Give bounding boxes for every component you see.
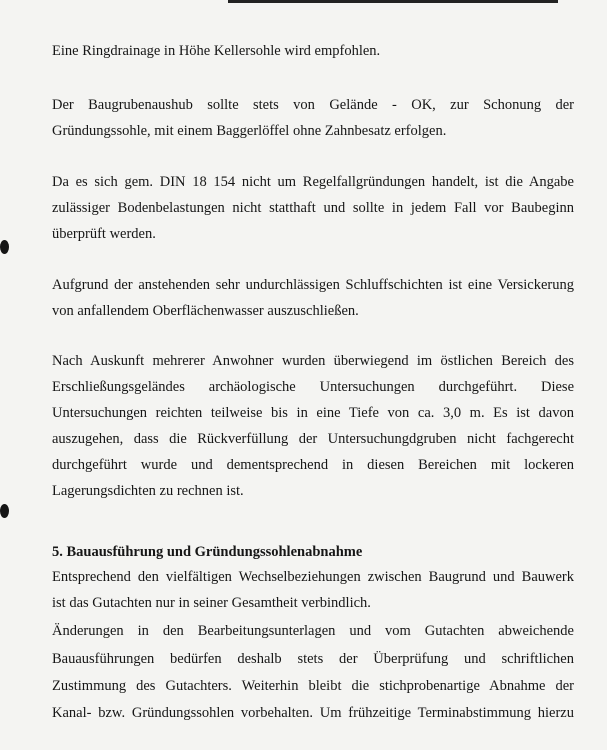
text-line: zulässiger Bodenbelastungen nicht statthaft und sollte in jedem Fall vor Baubeginn — [52, 200, 574, 216]
text-line: Nach Auskunft mehrerer Anwohner wurden überwiegend im östlichen Bereich des — [52, 353, 574, 369]
text-line: Der Baugrubenaushub sollte stets von Gelände - OK, zur Schonung der — [52, 97, 574, 113]
punch-hole-mark — [0, 504, 9, 518]
text-line: Eine Ringdrainage in Höhe Kellersohle wird empfohlen. — [52, 43, 381, 59]
text-line: Lagerungsdichten zu rechnen ist. — [52, 483, 244, 499]
text-line: von anfallendem Oberflächenwasser auszuschließen. — [52, 303, 359, 319]
text-line: Entsprechend den vielfältigen Wechselbeziehungen zwischen Baugrund und Bauwerk — [52, 569, 574, 585]
text-line: Zustimmung des Gutachters. Weiterhin bleibt die stichprobenartige Abnahme der — [52, 678, 574, 694]
text-line: Untersuchungen reichten teilweise bis in eine Tiefe von ca. 3,0 m. Es ist davon — [52, 405, 574, 421]
section-heading: 5. Bauausführung und Gründungssohlenabnahme — [52, 544, 363, 560]
text-line: Erschließungsgeländes archäologische Untersuchungen durchgeführt. Diese — [52, 379, 574, 395]
top-rule — [228, 0, 558, 3]
text-line: Gründungssohle, mit einem Baggerlöffel ohne Zahnbesatz erfolgen. — [52, 123, 447, 139]
punch-hole-mark — [0, 240, 9, 254]
text-line: auszugehen, dass die Rückverfüllung der Untersuchungdgruben nicht fachgerecht — [52, 431, 574, 447]
text-line: Aufgrund der anstehenden sehr undurchlässigen Schluffschichten ist eine Versickerung — [52, 277, 574, 293]
text-line: Änderungen in den Bearbeitungsunterlagen und vom Gutachten abweichende — [52, 623, 574, 639]
text-line: Kanal- bzw. Gründungssohlen vorbehalten. Um frühzeitige Terminabstimmung hierzu — [52, 705, 574, 721]
text-line: ist das Gutachten nur in seiner Gesamtheit verbindlich. — [52, 595, 371, 611]
text-line: Da es sich gem. DIN 18 154 nicht um Regelfallgründungen handelt, ist die Angabe — [52, 174, 574, 190]
text-line: Bauausführungen bedürfen deshalb stets der Überprüfung und schriftlichen — [52, 651, 574, 667]
text-line: durchgeführt wurde und dementsprechend in diesen Bereichen mit lockeren — [52, 457, 574, 473]
text-line: überprüft werden. — [52, 226, 156, 242]
